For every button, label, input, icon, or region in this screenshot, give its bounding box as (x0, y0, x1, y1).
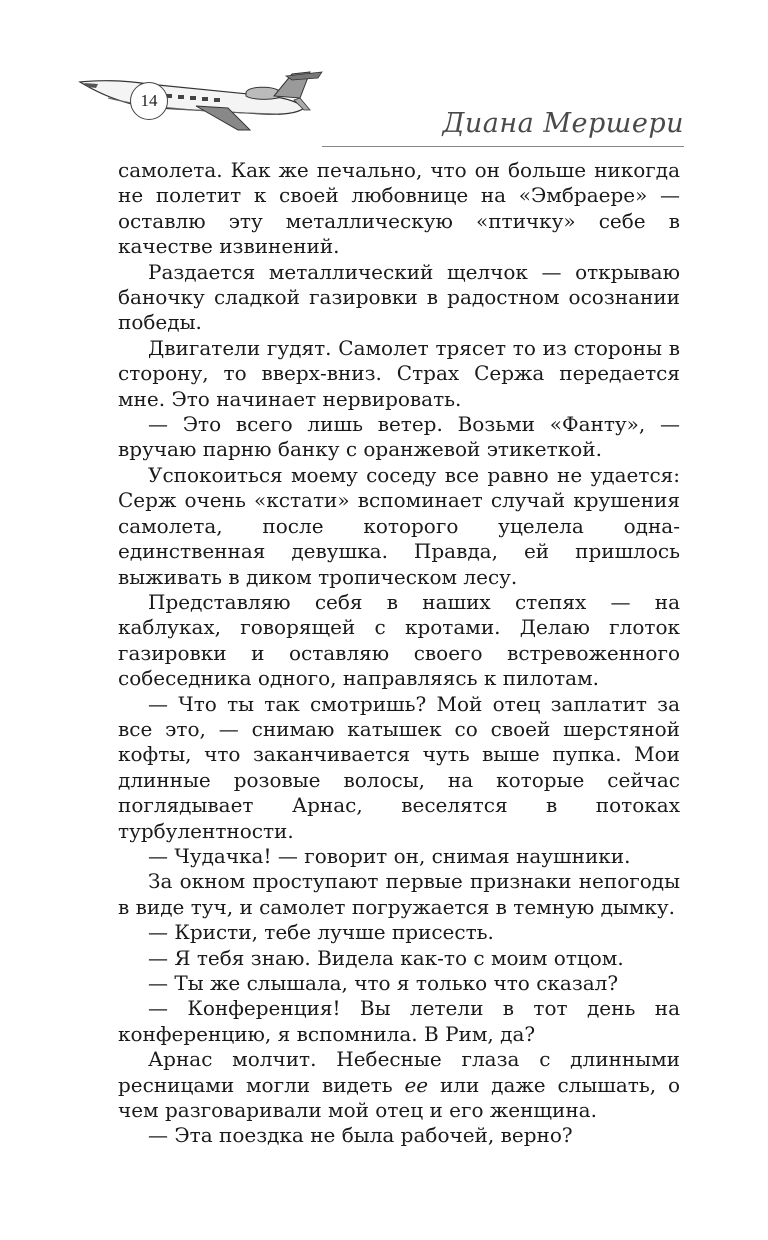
paragraph: — Ты же слышала, что я только что сказал? (148, 971, 619, 995)
text-run: или даже слышать, о чем разговаривали мой отец и его женщина. (118, 1072, 680, 1123)
paragraph: — Чудачка! — говорит он, снимая наушники. (148, 843, 631, 868)
paragraph: самолета. Как же печально, что он больше никогда не полетит к своей любовнице на «Эмбраере» — оставлю эту металлическую «птичку» себе в качестве извинений. (118, 158, 680, 259)
paragraph: — Эта поездка не была рабочей, верно? (148, 1123, 573, 1148)
paragraph: — Я тебя знаю. Видела как-то с моим отцом. (148, 945, 624, 970)
header-rule (322, 146, 684, 147)
paragraph: Раздается металлический щелчок — открываю баночку сладкой газировки в радостном осознании победы. (118, 259, 680, 335)
text-run: Арнас молчит. Небесные глаза с длинными ресницами могли видеть (118, 1047, 680, 1097)
page-number: 14 (130, 82, 168, 120)
paragraph: Представляю себя в наших степях — на каблуках, говорящей с кротами. Делаю глоток газировки и оставляю своего встревоженного собеседника одного, направляясь к пилотам. (118, 589, 680, 691)
paragraph: — Кристи, тебе лучше присесть. (148, 920, 494, 945)
airplane-icon (78, 70, 323, 132)
paragraph: — Это всего лишь ветер. Возьми «Фанту», — вручаю парню банку с оранжевой этикеткой. (118, 412, 680, 462)
page-body (118, 158, 680, 1149)
paragraph: Двигатели гудят. Самолет трясет то из стороны в сторону, то вверх-вниз. Страх Сержа передается мне. Это начинает нервировать. (118, 335, 680, 411)
page-header (0, 0, 768, 150)
running-head-author: Диана Мершери (442, 108, 684, 139)
paragraph: За окном проступают первые признаки непогоды в виде туч, и самолет погружается в темную дымку. (118, 869, 680, 919)
paragraph: — Что ты так смотришь? Мой отец заплатит за все это, — снимаю катышек со своей шерстяной кофты, что заканчивается чуть выше пупка. Мои длинные розовые волосы, на которые сейчас поглядывает Арнас, веселятся в потоках турбулентности. (118, 691, 680, 843)
paragraph (118, 1047, 680, 1123)
emphasis: ее (404, 1072, 429, 1097)
paragraph: — Конференция! Вы летели в тот день на конференцию, я вспомнила. В Рим, да? (118, 996, 680, 1046)
paragraph: Успокоиться моему соседу все равно не удается: Серж очень «кстати» вспоминает случай крушения самолета, после которого уцелела одна-единственная девушка. Правда, ей пришлось выживать в диком тропическом лесу. (118, 462, 680, 589)
